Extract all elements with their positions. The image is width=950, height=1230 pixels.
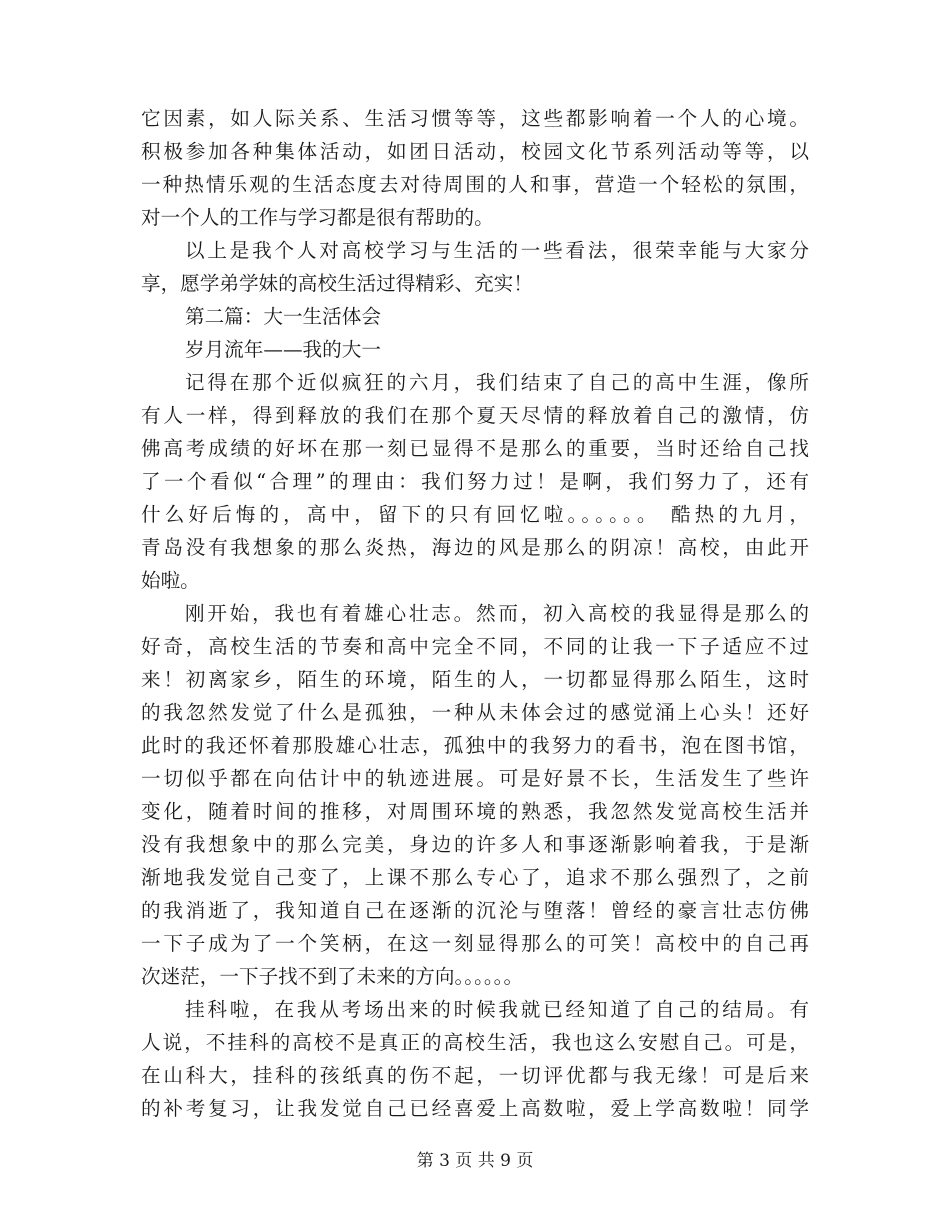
text-line: 一切似乎都在向估计中的轨迹进展。可是好景不长，生活发生了些许 <box>141 767 809 790</box>
text-line: 有人一样，得到释放的我们在那个夏天尽情的释放着自己的激情，仿 <box>141 404 809 427</box>
text-line: 佛高考成绩的好坏在那一刻已显得不是那么的重要，当时还给自己找 <box>141 437 809 460</box>
text-line: 好奇，高校生活的节奏和高中完全不同，不同的让我一下子适应不过 <box>141 635 809 658</box>
text-line: 刚开始，我也有着雄心壮志。然而，初入高校的我显得是那么的 <box>185 602 809 625</box>
text-line: 以上是我个人对高校学习与生活的一些看法，很荣幸能与大家分 <box>185 239 809 262</box>
text-line: 渐地我发觉自己变了，上课不那么专心了，追求不那么强烈了，之前 <box>141 866 809 889</box>
text-line: 岁月流年——我的大一 <box>185 338 381 361</box>
text-line: 来！初离家乡，陌生的环境，陌生的人，一切都显得那么陌生，这时 <box>141 668 809 691</box>
text-line: 一种热情乐观的生活态度去对待周围的人和事，营造一个轻松的氛围， <box>141 173 809 196</box>
text-line: 青岛没有我想象的那么炎热，海边的风是那么的阴凉！高校，由此开 <box>141 536 809 559</box>
text-line: 记得在那个近似疯狂的六月，我们结束了自己的高中生涯，像所 <box>185 371 809 394</box>
text-line: 变化，随着时间的推移，对周围环境的熟悉，我忽然发觉高校生活并 <box>141 800 809 823</box>
text-line: 对一个人的工作与学习都是很有帮助的。 <box>141 206 494 229</box>
text-line: 什么好后悔的，高中，留下的只有回忆啦。。。。。。 酷热的九月， <box>141 503 809 526</box>
text-line: 人说，不挂科的高校不是真正的高校生活，我也这么安慰自己。可是， <box>141 1031 809 1054</box>
text-line: 在山科大，挂科的孩纸真的伤不起，一切评优都与我无缘！可是后来 <box>141 1064 809 1087</box>
document-body <box>141 102 809 1125</box>
text-line: 的补考复习，让我发觉自己已经喜爱上高数啦，爱上学高数啦！同学 <box>141 1097 809 1120</box>
text-line: 始啦。 <box>141 569 200 592</box>
text-line: 的我消逝了，我知道自己在逐渐的沉沦与堕落！曾经的豪言壮志仿佛 <box>141 899 809 922</box>
page-footer: 第 3 页 共 9 页 <box>416 1151 534 1171</box>
text-line: 了一个看似“合理”的理由：我们努力过！是啊，我们努力了，还有 <box>141 470 809 493</box>
text-line: 没有我想象中的那么完美，身边的许多人和事逐渐影响着我，于是渐 <box>141 833 809 856</box>
text-line: 积极参加各种集体活动，如团日活动，校园文化节系列活动等等，以 <box>141 140 809 163</box>
text-line: 挂科啦，在我从考场出来的时候我就已经知道了自己的结局。有 <box>185 998 809 1021</box>
text-line: 第二篇：大一生活体会 <box>185 305 381 328</box>
text-line: 的我忽然发觉了什么是孤独，一种从未体会过的感觉涌上心头！还好 <box>141 701 809 724</box>
text-line: 享，愿学弟学妹的高校生活过得精彩、充实！ <box>141 272 533 295</box>
text-line: 它因素，如人际关系、生活习惯等等，这些都影响着一个人的心境。 <box>141 107 809 130</box>
text-line: 次迷茫，一下子找不到了未来的方向。。。。。。 <box>141 965 524 988</box>
text-line: 此时的我还怀着那股雄心壮志，孤独中的我努力的看书，泡在图书馆， <box>141 734 809 757</box>
text-line: 一下子成为了一个笑柄，在这一刻显得那么的可笑！高校中的自己再 <box>141 932 809 955</box>
